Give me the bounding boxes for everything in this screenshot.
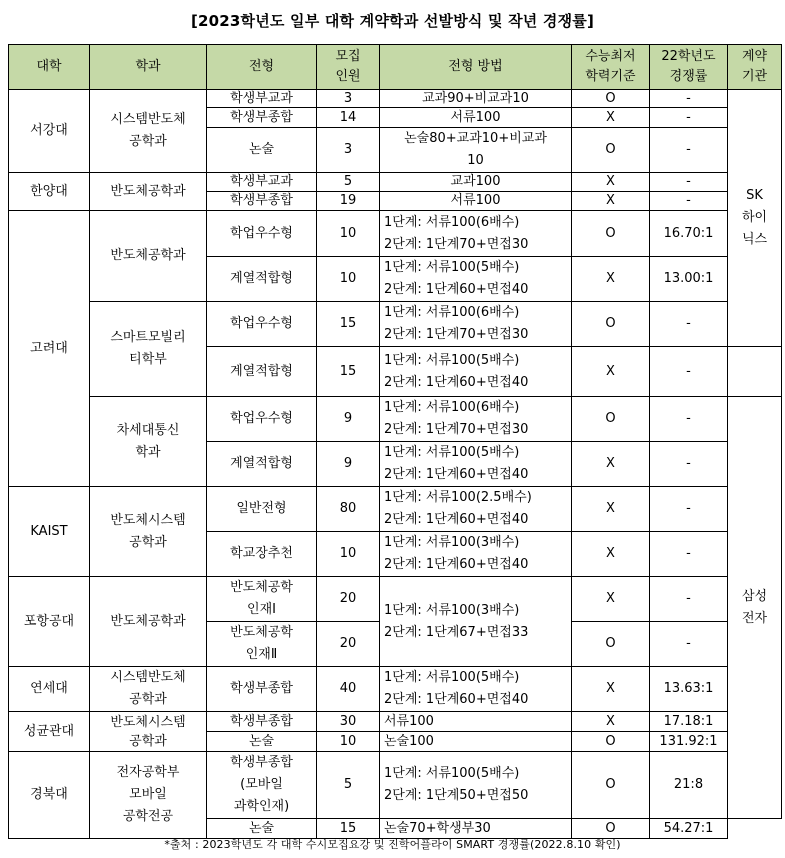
- csat-cell: O: [572, 211, 650, 257]
- quota-cell: 14: [317, 108, 380, 128]
- quota-cell: 15: [317, 819, 380, 839]
- quota-cell: 30: [317, 712, 380, 732]
- source-footnote: *출처 : 2023학년도 각 대학 수시모집요강 및 진학어플라이 SMART 경쟁률(2022.8.10 확인): [164, 838, 621, 851]
- type-cell: 논술: [207, 819, 317, 839]
- type-cell: 계열적합형: [207, 347, 317, 397]
- univ-cell: KAIST: [9, 487, 90, 577]
- table-row: [9, 397, 782, 442]
- rate-cell: -: [650, 622, 728, 667]
- rate-cell: -: [650, 347, 728, 397]
- method-cell: 교과90+비교과10: [380, 90, 572, 108]
- type-cell: 일반전형: [207, 487, 317, 532]
- header-dept: 학과: [90, 45, 207, 90]
- method-cell: 논술100: [380, 732, 572, 752]
- csat-cell: X: [572, 173, 650, 192]
- quota-cell: 19: [317, 192, 380, 211]
- csat-cell: O: [572, 732, 650, 752]
- rate-cell: 21:8: [650, 752, 728, 819]
- dept-cell: 반도체공학과: [90, 173, 207, 211]
- type-cell: 계열적합형: [207, 442, 317, 487]
- csat-cell: X: [572, 577, 650, 622]
- rate-cell: 54.27:1: [650, 819, 728, 839]
- csat-cell: O: [572, 622, 650, 667]
- dept-cell: 반도체공학과: [90, 211, 207, 302]
- csat-cell: O: [572, 90, 650, 108]
- type-cell: 계열적합형: [207, 257, 317, 302]
- method-cell: 1단계: 서류100(5배수) 2단계: 1단계60+면접40: [380, 442, 572, 487]
- quota-cell: 80: [317, 487, 380, 532]
- csat-cell: O: [572, 302, 650, 347]
- table-row: [9, 90, 782, 108]
- method-cell: 1단계: 서류100(2.5배수) 2단계: 1단계60+면접40: [380, 487, 572, 532]
- method-cell: 1단계: 서류100(3배수) 2단계: 1단계60+면접40: [380, 532, 572, 577]
- table-row: [9, 752, 782, 819]
- dept-cell: 시스템반도체 공학과: [90, 667, 207, 712]
- univ-cell: 고려대: [9, 211, 90, 487]
- quota-cell: 40: [317, 667, 380, 712]
- method-cell: 서류100: [380, 108, 572, 128]
- univ-cell: 한양대: [9, 173, 90, 211]
- csat-cell: O: [572, 819, 650, 839]
- csat-cell: X: [572, 192, 650, 211]
- header-quota: 모집 인원: [317, 45, 380, 90]
- quota-cell: 20: [317, 577, 380, 622]
- quota-cell: 10: [317, 532, 380, 577]
- table-row: [9, 211, 782, 257]
- method-cell: 1단계: 서류100(5배수) 2단계: 1단계60+면접40: [380, 347, 572, 397]
- quota-cell: 10: [317, 257, 380, 302]
- table-header-row: [9, 45, 782, 90]
- type-cell: 학생부종합: [207, 192, 317, 211]
- table-row: [9, 667, 782, 712]
- quota-cell: 20: [317, 622, 380, 667]
- header-rate: 22학년도 경쟁률: [650, 45, 728, 90]
- page-title: [2023학년도 일부 대학 계약학과 선발방식 및 작년 경쟁률]: [190, 12, 595, 30]
- contract-cell-samsung: 삼성 전자: [728, 397, 782, 819]
- rate-cell: 16.70:1: [650, 211, 728, 257]
- contract-cell-sk: SK 하이 닉스: [728, 90, 782, 347]
- rate-cell: -: [650, 487, 728, 532]
- method-cell: 서류100: [380, 712, 572, 732]
- csat-cell: X: [572, 257, 650, 302]
- header-csat: 수능최저 학력기준: [572, 45, 650, 90]
- csat-cell: O: [572, 128, 650, 173]
- rate-cell: 13.00:1: [650, 257, 728, 302]
- rate-cell: -: [650, 173, 728, 192]
- method-cell: 1단계: 서류100(5배수) 2단계: 1단계50+면접50: [380, 752, 572, 819]
- method-cell: 논술70+학생부30: [380, 819, 572, 839]
- csat-cell: X: [572, 108, 650, 128]
- rate-cell: 131.92:1: [650, 732, 728, 752]
- quota-cell: 9: [317, 397, 380, 442]
- table-row: [9, 173, 782, 192]
- csat-cell: X: [572, 487, 650, 532]
- univ-cell: 연세대: [9, 667, 90, 712]
- quota-cell: 3: [317, 128, 380, 173]
- method-cell: 서류100: [380, 192, 572, 211]
- quota-cell: 15: [317, 302, 380, 347]
- dept-cell: 반도체공학과: [90, 577, 207, 667]
- dept-cell: 전자공학부 모바일 공학전공: [90, 752, 207, 839]
- header-type: 전형: [207, 45, 317, 90]
- dept-cell: 반도체시스템 공학과: [90, 487, 207, 577]
- rate-cell: -: [650, 192, 728, 211]
- quota-cell: 15: [317, 347, 380, 397]
- csat-cell: X: [572, 532, 650, 577]
- type-cell: 반도체공학 인재Ⅰ: [207, 577, 317, 622]
- dept-cell: 시스템반도체 공학과: [90, 90, 207, 173]
- table-row: [9, 712, 782, 732]
- quota-cell: 10: [317, 211, 380, 257]
- univ-cell: 서강대: [9, 90, 90, 173]
- table-row: [9, 302, 782, 347]
- type-cell: 반도체공학 인재Ⅱ: [207, 622, 317, 667]
- csat-cell: X: [572, 347, 650, 397]
- rate-cell: -: [650, 397, 728, 442]
- header-univ: 대학: [9, 45, 90, 90]
- type-cell: 학생부교과: [207, 173, 317, 192]
- rate-cell: 17.18:1: [650, 712, 728, 732]
- rate-cell: -: [650, 442, 728, 487]
- method-cell: 1단계: 서류100(6배수) 2단계: 1단계70+면접30: [380, 397, 572, 442]
- rate-cell: -: [650, 128, 728, 173]
- dept-cell: 스마트모빌리 티학부: [90, 302, 207, 397]
- type-cell: 학업우수형: [207, 397, 317, 442]
- type-cell: 학생부종합: [207, 712, 317, 732]
- header-contract: 계약 기관: [728, 45, 782, 90]
- type-cell: 논술: [207, 128, 317, 173]
- method-cell: 논술80+교과10+비교과 10: [380, 128, 572, 173]
- type-cell: 학생부종합: [207, 667, 317, 712]
- rate-cell: -: [650, 108, 728, 128]
- method-cell: 1단계: 서류100(5배수) 2단계: 1단계60+면접40: [380, 667, 572, 712]
- rate-cell: -: [650, 90, 728, 108]
- method-cell: 1단계: 서류100(5배수) 2단계: 1단계60+면접40: [380, 257, 572, 302]
- type-cell: 학생부교과: [207, 90, 317, 108]
- method-cell: 교과100: [380, 173, 572, 192]
- type-cell: 학교장추천: [207, 532, 317, 577]
- rate-cell: 13.63:1: [650, 667, 728, 712]
- univ-cell: 포항공대: [9, 577, 90, 667]
- type-cell: 학생부종합 (모바일 과학인재): [207, 752, 317, 819]
- quota-cell: 5: [317, 173, 380, 192]
- method-cell: 1단계: 서류100(3배수) 2단계: 1단계67+면접33: [380, 577, 572, 667]
- type-cell: 논술: [207, 732, 317, 752]
- table-row: [9, 487, 782, 532]
- method-cell: 1단계: 서류100(6배수) 2단계: 1단계70+면접30: [380, 211, 572, 257]
- table-row: [9, 577, 782, 622]
- rate-cell: -: [650, 302, 728, 347]
- dept-cell: 반도체시스템 공학과: [90, 712, 207, 752]
- admissions-table: [8, 44, 782, 839]
- univ-cell: 성균관대: [9, 712, 90, 752]
- dept-cell: 차세대통신 학과: [90, 397, 207, 487]
- csat-cell: X: [572, 442, 650, 487]
- type-cell: 학업우수형: [207, 302, 317, 347]
- quota-cell: 5: [317, 752, 380, 819]
- csat-cell: X: [572, 667, 650, 712]
- header-method: 전형 방법: [380, 45, 572, 90]
- csat-cell: X: [572, 712, 650, 732]
- rate-cell: -: [650, 532, 728, 577]
- csat-cell: O: [572, 397, 650, 442]
- rate-cell: -: [650, 577, 728, 622]
- method-cell: 1단계: 서류100(6배수) 2단계: 1단계70+면접30: [380, 302, 572, 347]
- quota-cell: 9: [317, 442, 380, 487]
- quota-cell: 10: [317, 732, 380, 752]
- type-cell: 학업우수형: [207, 211, 317, 257]
- type-cell: 학생부종합: [207, 108, 317, 128]
- csat-cell: O: [572, 752, 650, 819]
- quota-cell: 3: [317, 90, 380, 108]
- univ-cell: 경북대: [9, 752, 90, 839]
